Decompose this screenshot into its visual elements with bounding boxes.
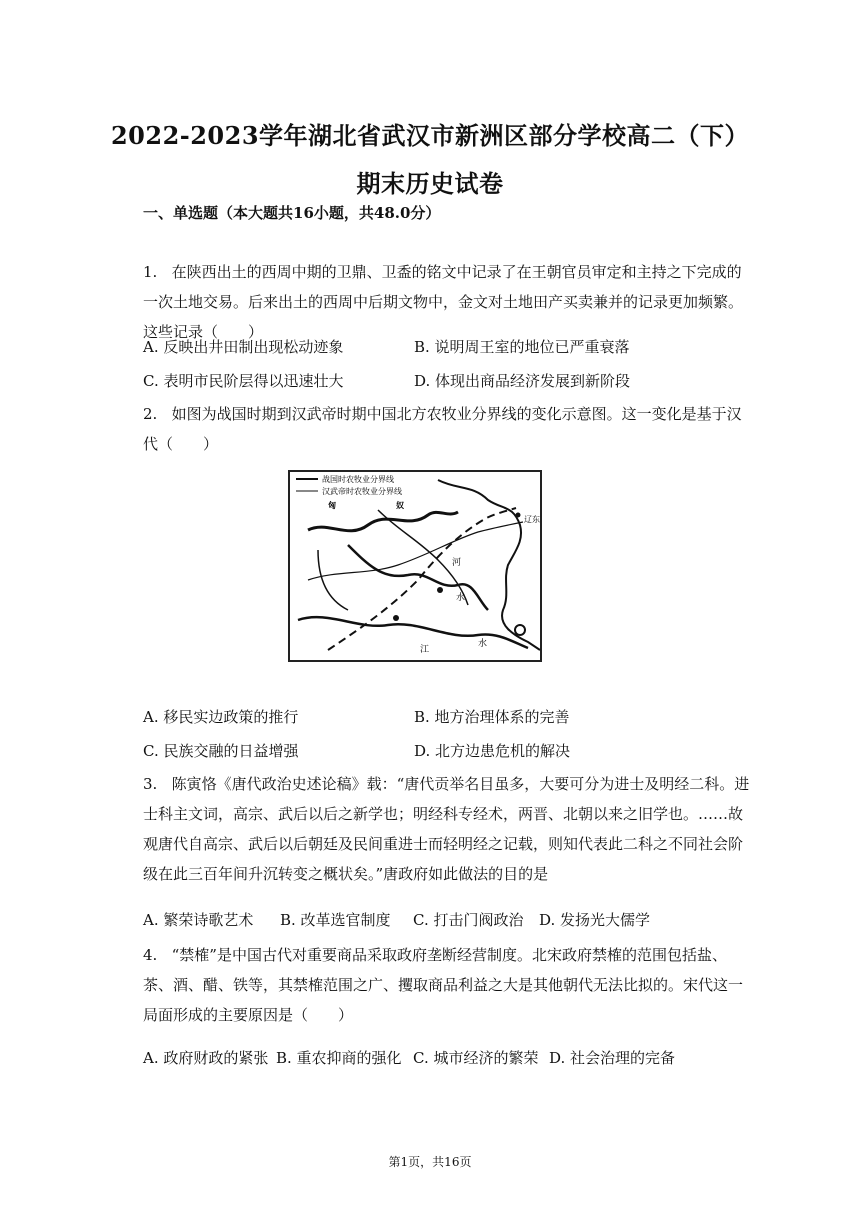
option-c[interactable]: C. 打击门阀政治 — [413, 911, 524, 929]
label-nu: 奴 — [396, 501, 404, 510]
legend-han: 汉武帝时农牧业分界线 — [322, 487, 402, 496]
option-a[interactable]: A. 反映出井田制出现松动迹象 — [143, 338, 344, 356]
legend-warring-states: 战国时农牧业分界线 — [322, 475, 394, 484]
label-liaodong: 辽东 — [524, 515, 540, 524]
label-he: 河 — [452, 558, 462, 568]
option-b[interactable]: B. 改革选官制度 — [280, 911, 391, 929]
option-c[interactable]: C. 表明市民阶层得以迅速壮大 — [143, 372, 344, 390]
option-b[interactable]: B. 重农抑商的强化 — [276, 1049, 402, 1067]
page-title: 2022-2023学年湖北省武汉市新洲区部分学校高二（下）期末历史试卷 — [110, 121, 750, 198]
label-xiong: 匈 — [328, 501, 336, 510]
option-b[interactable]: B. 说明周王室的地位已严重衰落 — [414, 338, 630, 356]
option-a[interactable]: A. 政府财政的紧张 — [143, 1049, 269, 1067]
page-footer: 第1页，共16页 — [388, 1155, 472, 1169]
option-d[interactable]: D. 社会治理的完备 — [549, 1049, 676, 1067]
city-dot-1 — [393, 615, 399, 621]
option-d[interactable]: D. 北方边患危机的解决 — [414, 742, 571, 760]
option-d[interactable]: D. 体现出商品经济发展到新阶段 — [414, 372, 631, 390]
label-shui-1: 水 — [456, 593, 466, 603]
option-c[interactable]: C. 民族交融的日益增强 — [143, 742, 299, 760]
option-a[interactable]: A. 繁荣诗歌艺术 — [143, 911, 254, 929]
option-a[interactable]: A. 移民实边政策的推行 — [143, 708, 299, 726]
city-dot-2 — [437, 587, 443, 593]
option-c[interactable]: C. 城市经济的繁荣 — [413, 1049, 539, 1067]
question-4-stem: 4. “禁榷”是中国古代对重要商品采取政府垄断经营制度。北宋政府禁榷的范围包括盐、茶、酒、醋、铁等，其禁榷范围之广、攫取商品利益之大是其他朝代无法比拟的。宋代这一局面形成的主要原因是（ ） — [143, 946, 744, 1024]
question-3-stem: 3. 陈寅恪《唐代政治史述论稿》载：“唐代贡举名目虽多，大要可分为进士及明经二科。进士科主文词，高宗、武后以后之新学也；明经科专经术，两晋、北朝以来之旧学也。……故观唐代自高宗、武后以后朝廷及民间重进士而轻明经之记载，则知代表此二科之不同社会阶级在此三百年间升沉转变之概状矣。”唐政府如此做法的目的是 — [143, 775, 750, 883]
label-jiang: 江 — [420, 645, 430, 655]
section-heading: 一、单选题（本大题共16小题，共48.0分） — [143, 204, 441, 222]
map-figure — [288, 470, 542, 662]
label-shui-2: 水 — [478, 639, 488, 649]
option-d[interactable]: D. 发扬光大儒学 — [539, 911, 651, 929]
city-dot-3 — [516, 513, 521, 518]
question-2-stem: 2. 如图为战国时期到汉武帝时期中国北方农牧业分界线的变化示意图。这一变化是基于汉代（ ） — [143, 405, 742, 453]
option-b[interactable]: B. 地方治理体系的完善 — [414, 708, 570, 726]
question-1-stem: 1. 在陕西出土的西周中期的卫鼎、卫盉的铭文中记录了在王朝官员审定和主持之下完成的一次土地交易。后来出土的西周中后期文物中，金文对土地田产买卖兼并的记录更加频繁。这些记录（ ） — [143, 263, 744, 341]
